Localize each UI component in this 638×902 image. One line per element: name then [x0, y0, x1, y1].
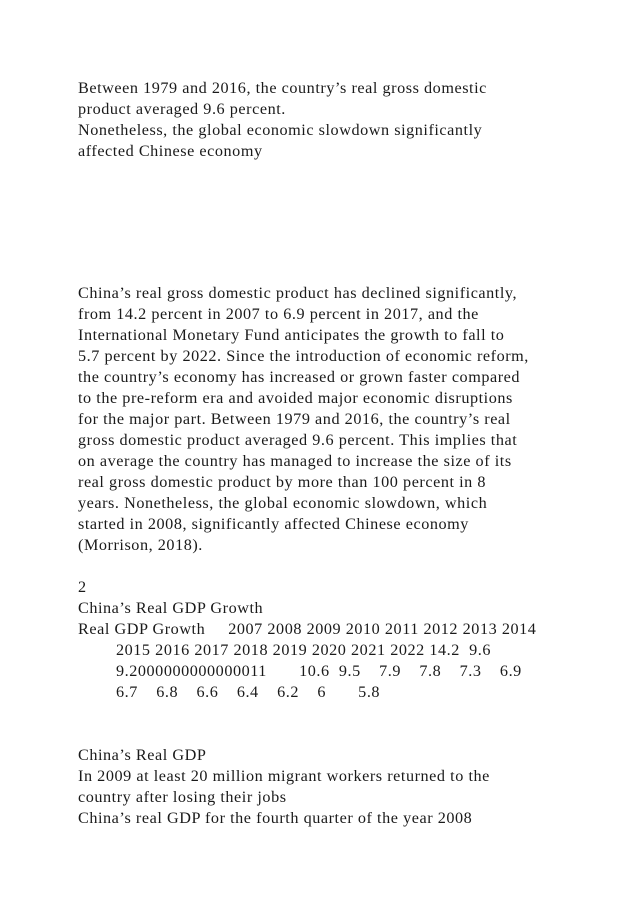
- text-line: 5.7 percent by 2022. Since the introduction of economic reform,: [78, 347, 529, 365]
- section-title: China’s Real GDP: [78, 746, 207, 764]
- text-line: In 2009 at least 20 million migrant workers returned to the: [78, 767, 490, 785]
- text-line: real gross domestic product by more than 100 percent in 8: [78, 473, 487, 491]
- text-line: Nonetheless, the global economic slowdown significantly: [78, 121, 483, 139]
- slide-number: 2: [78, 578, 87, 596]
- data-row: Real GDP Growth 2007 2008 2009 2010 2011 2012 2013 2014: [78, 620, 537, 638]
- text-line: the country’s economy has increased or grown faster compared: [78, 368, 521, 386]
- text-line: China’s real GDP for the fourth quarter of the year 2008: [78, 809, 473, 827]
- text-line: China’s real gross domestic product has declined significantly,: [78, 284, 518, 302]
- text-line: country after losing their jobs: [78, 788, 287, 806]
- text-line: (Morrison, 2018).: [78, 536, 203, 554]
- text-line: from 14.2 percent in 2007 to 6.9 percent in 2017, and the: [78, 305, 479, 323]
- text-line: years. Nonetheless, the global economic slowdown, which: [78, 494, 488, 512]
- text-line: International Monetary Fund anticipates the growth to fall to: [78, 326, 505, 344]
- text-line: on average the country has managed to increase the size of its: [78, 452, 512, 470]
- section-title: China’s Real GDP Growth: [78, 599, 264, 617]
- data-row: 2015 2016 2017 2018 2019 2020 2021 2022 14.2 9.6: [116, 641, 491, 659]
- text-line: started in 2008, significantly affected Chinese economy: [78, 515, 469, 533]
- text-line: Between 1979 and 2016, the country’s real gross domestic: [78, 79, 487, 97]
- data-row: 6.7 6.8 6.6 6.4 6.2 6 5.8: [116, 683, 381, 701]
- text-line: to the pre-reform era and avoided major economic disruptions: [78, 389, 513, 407]
- text-line: gross domestic product averaged 9.6 percent. This implies that: [78, 431, 518, 449]
- text-line: affected Chinese economy: [78, 142, 263, 160]
- text-line: for the major part. Between 1979 and 2016, the country’s real: [78, 410, 511, 428]
- data-row: 9.2000000000000011 10.6 9.5 7.9 7.8 7.3 6.9: [116, 662, 522, 680]
- text-line: product averaged 9.6 percent.: [78, 100, 286, 118]
